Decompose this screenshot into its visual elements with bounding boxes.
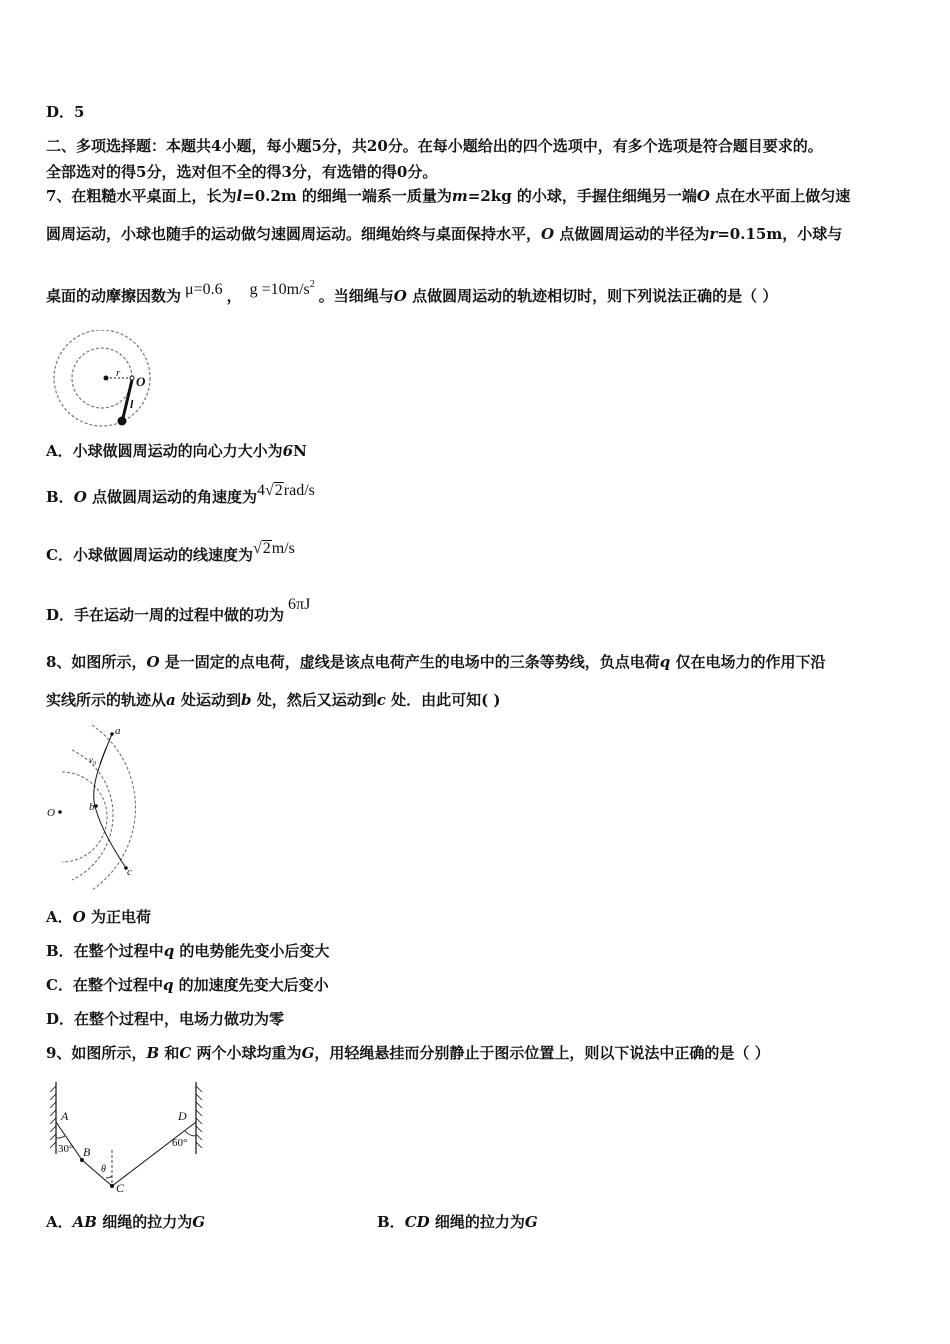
label-b: B (83, 1145, 91, 1159)
ball (118, 417, 127, 426)
label-o: O (136, 374, 146, 389)
point-o (58, 810, 62, 814)
work-value: 6πJ (288, 596, 311, 613)
q9-stem: 9、如图所示，B 和C 两个小球均重为G，用轻绳悬挂而分别静止于图示位置上，则以下说法中正确的是（ ） (46, 1044, 770, 1062)
section2-heading-line1: 二、多项选择题：本题共4小题，每小题5分，共20分。在每小题给出的四个选项中，有多个选项是符合题目要求的。 (46, 137, 823, 155)
point-a (110, 732, 114, 736)
q7-option-b: B．O 点做圆周运动的角速度为4√2rad/s (46, 482, 315, 506)
q8-stem-line1: 8、如图所示，O 是一固定的点电荷，虚线是该点电荷产生的电场中的三条等势线，负点电荷q 仅在电场力的作用下沿 (46, 653, 826, 671)
q7-stem-line1: 7、在粗糙水平桌面上，长为l=0.2m 的细绳一端系一质量为m=2kg 的小球，手握住细绳另一端O 点在水平面上做匀速 (46, 187, 851, 205)
point-b (94, 804, 98, 808)
equipotential-middle (72, 750, 113, 880)
label-c: C (116, 1181, 125, 1195)
q7-option-c: C．小球做圆周运动的线速度为√2m/s (46, 540, 295, 564)
label-theta: θ (101, 1164, 106, 1175)
q7-circle-figure (50, 330, 160, 430)
q7-option-a: A．小球做圆周运动的向心力大小为6N (46, 442, 307, 460)
mu-formula: μ=0.6 (185, 281, 223, 298)
ball-c (110, 1184, 114, 1188)
q9-rope-figure (44, 1080, 214, 1198)
q8-stem-line2: 实线所示的轨迹从a 处运动到b 处，然后又运动到c 处．由此可知( ) (46, 691, 501, 709)
rope-cd (112, 1122, 196, 1186)
label-c: c (127, 866, 132, 878)
label-v0: $v_0$ (89, 755, 96, 767)
q7-option-d: D．手在运动一周的过程中做的功为6πJ (46, 596, 311, 624)
label-a: a (115, 725, 121, 737)
trajectory (94, 734, 126, 868)
left-wall-hatch (50, 1086, 56, 1148)
angle-arc-30 (56, 1136, 65, 1138)
velocity-arrow (100, 748, 106, 764)
label-a: A (61, 1109, 69, 1123)
equipotential-inner (62, 772, 107, 862)
label-b: b (89, 801, 95, 813)
q8-option-a: A．O 为正电荷 (46, 908, 151, 926)
right-wall-hatch (196, 1086, 202, 1148)
rope-bc (82, 1160, 112, 1186)
q8-field-figure (44, 720, 159, 895)
q8-option-d: D．在整个过程中，电场力做功为零 (46, 1010, 285, 1028)
omega-value: 4√2rad/s (257, 482, 315, 499)
label-60deg: 60° (172, 1137, 188, 1149)
label-r: r (116, 367, 121, 379)
option-d-5: D．5 (46, 103, 85, 121)
point-o (130, 376, 134, 380)
q8-option-b: B．在整个过程中q 的电势能先变小后变大 (46, 942, 330, 960)
label-o: O (47, 807, 55, 819)
angle-arc-theta (106, 1176, 112, 1178)
label-30deg: 30° (58, 1143, 74, 1155)
q9-option-a: A．AB 细绳的拉力为G (46, 1213, 206, 1231)
q9-option-b: B．CD 细绳的拉力为G (377, 1213, 538, 1231)
q7-stem-line2: 圆周运动，小球也随手的运动做匀速圆周运动。细绳始终与桌面保持水平，O 点做圆周运动的半径为r=0.15m，小球与 (46, 225, 843, 243)
q7-stem-line3: 桌面的动摩擦因数为 μ=0.6 ， $g =10m/s^2$。当细绳与O 点做圆周运动的轨迹相切时，则下列说法正确的是（ ） (46, 279, 778, 305)
angle-arc-60 (185, 1131, 196, 1136)
label-l: l (130, 397, 134, 411)
label-d: D (178, 1109, 187, 1123)
g-formula: $g =10m/s^2$ (249, 279, 315, 298)
q8-option-c: C．在整个过程中q 的加速度先变大后变小 (46, 976, 329, 994)
section2-heading-line2: 全部选对的得5分，选对但不全的得3分，有选错的得0分。 (46, 163, 438, 181)
velocity-value: √2m/s (252, 540, 295, 557)
